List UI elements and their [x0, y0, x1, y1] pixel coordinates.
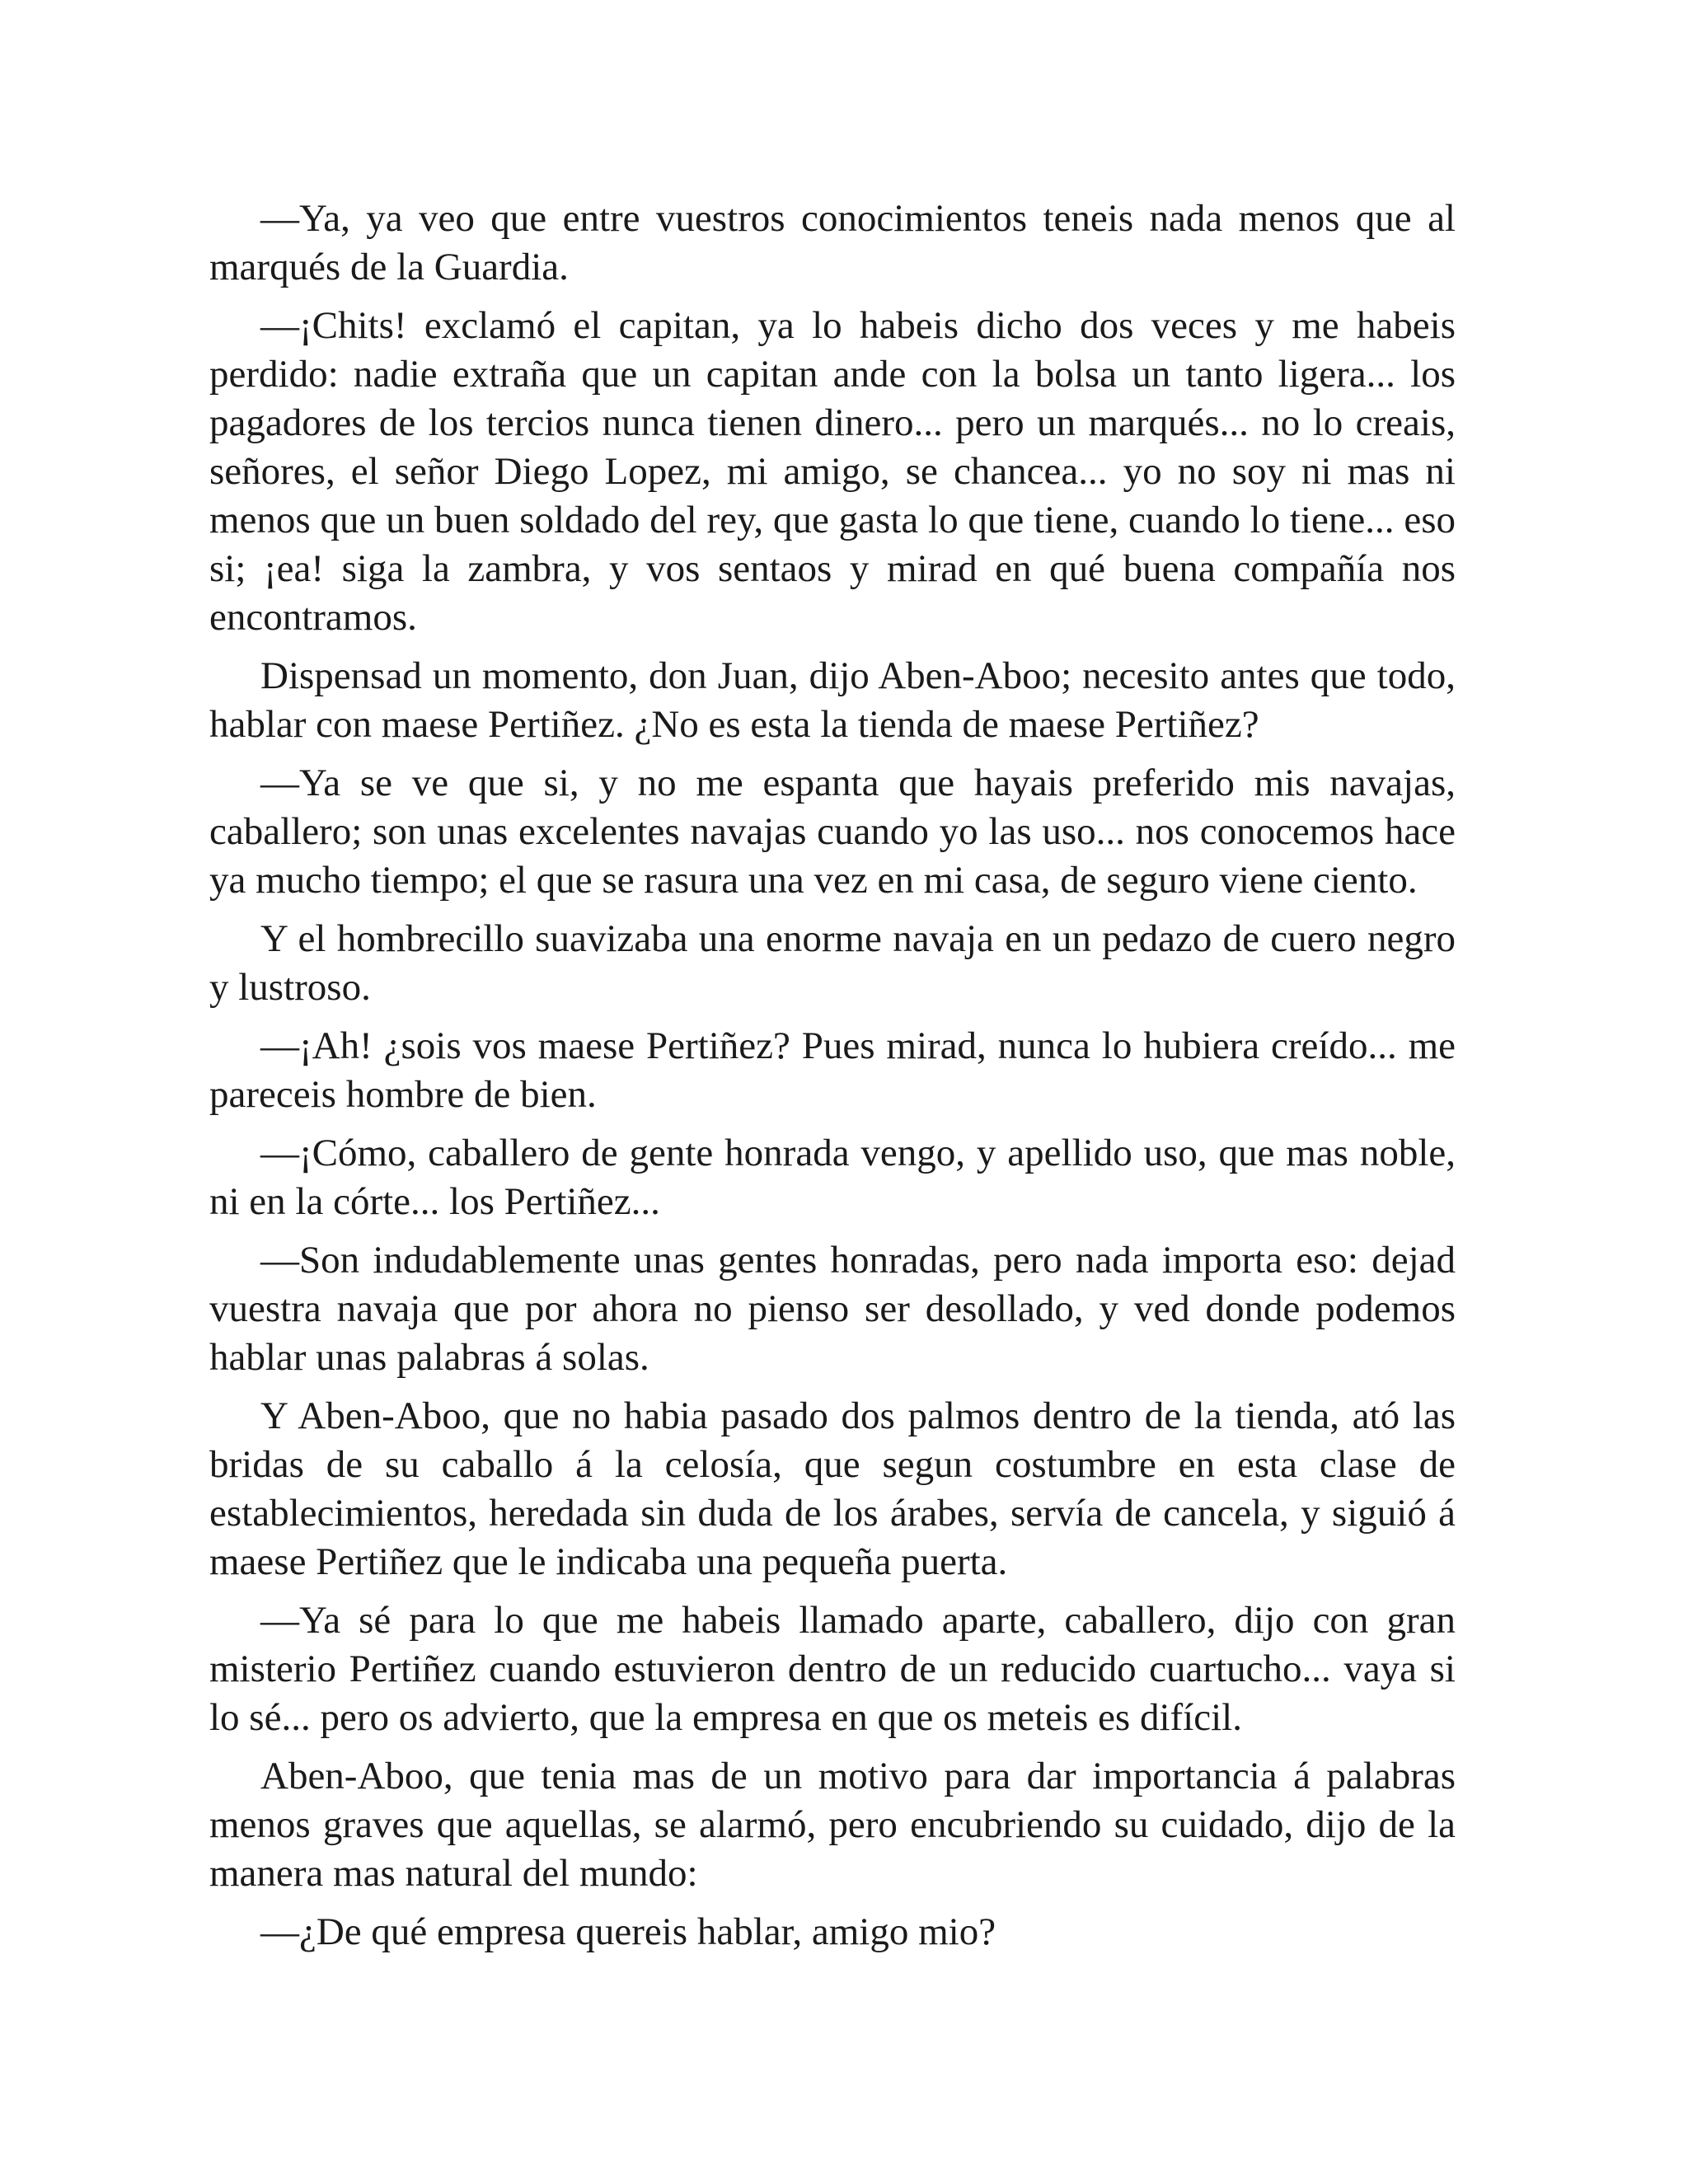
paragraph: —Son indudablemente unas gentes honradas, pero nada importa eso: dejad vuestra navaja que por ahora no pienso ser desollado, y ved donde podemos hablar unas palabras á solas.: [209, 1239, 1456, 1379]
paragraph: Y el hombrecillo suavizaba una enorme navaja en un pedazo de cuero negro y lustroso.: [209, 917, 1456, 1009]
paragraph: —Ya se ve que si, y no me espanta que hayais preferido mis navajas, caballero; son unas excelentes navajas cuando yo las uso... nos conocemos hace ya mucho tiempo; el que se rasura una vez en mi casa, de seguro viene ciento.: [209, 762, 1456, 902]
paragraph: Y Aben-Aboo, que no habia pasado dos palmos dentro de la tienda, ató las bridas de su caballo á la celosía, que segun costumbre en esta clase de establecimientos, heredada sin duda de los árabes, servía de cancela, y siguió á maese Pertiñez que le indicaba una pequeña puerta.: [209, 1394, 1456, 1583]
paragraph: —Ya sé para lo que me habeis llamado aparte, caballero, dijo con gran misterio Pertiñez cuando estuvieron dentro de un reducido cuartucho... vaya si lo sé... pero os advierto, que la empresa en que os meteis es difícil.: [209, 1599, 1456, 1739]
paragraph: Dispensad un momento, don Juan, dijo Aben-Aboo; necesito antes que todo, hablar con maese Pertiñez. ¿No es esta la tienda de maese Pertiñez?: [209, 654, 1456, 746]
paragraph: —¿De qué empresa quereis hablar, amigo mio?: [260, 1910, 996, 1953]
paragraph: Aben-Aboo, que tenia mas de un motivo para dar importancia á palabras menos graves que aquellas, se alarmó, pero encubriendo su cuidado, dijo de la manera mas natural del mundo:: [209, 1755, 1456, 1895]
paragraph: —¡Cómo, caballero de gente honrada vengo, y apellido uso, que mas noble, ni en la córte... los Pertiñez...: [209, 1132, 1456, 1223]
paragraph: —¡Ah! ¿sois vos maese Pertiñez? Pues mirad, nunca lo hubiera creído... me pareceis hombre de bien.: [209, 1024, 1456, 1116]
paragraph: —Ya, ya veo que entre vuestros conocimientos teneis nada menos que al marqués de la Guardia.: [209, 197, 1456, 288]
paragraph: —¡Chits! exclamó el capitan, ya lo habeis dicho dos veces y me habeis perdido: nadie extraña que un capitan ande con la bolsa un tanto ligera... los pagadores de los tercios nunca tienen dinero... pero un marqués... no lo creais, señores, el señor Diego Lopez, mi amigo, se chancea... yo no soy ni mas ni menos que un buen soldado del rey, que gasta lo que tiene, cuando lo tiene... eso si; ¡ea! siga la zambra, y vos sentaos y mirad en qué buena compañía nos encontramos.: [209, 304, 1456, 639]
body-text: [209, 194, 1456, 1966]
